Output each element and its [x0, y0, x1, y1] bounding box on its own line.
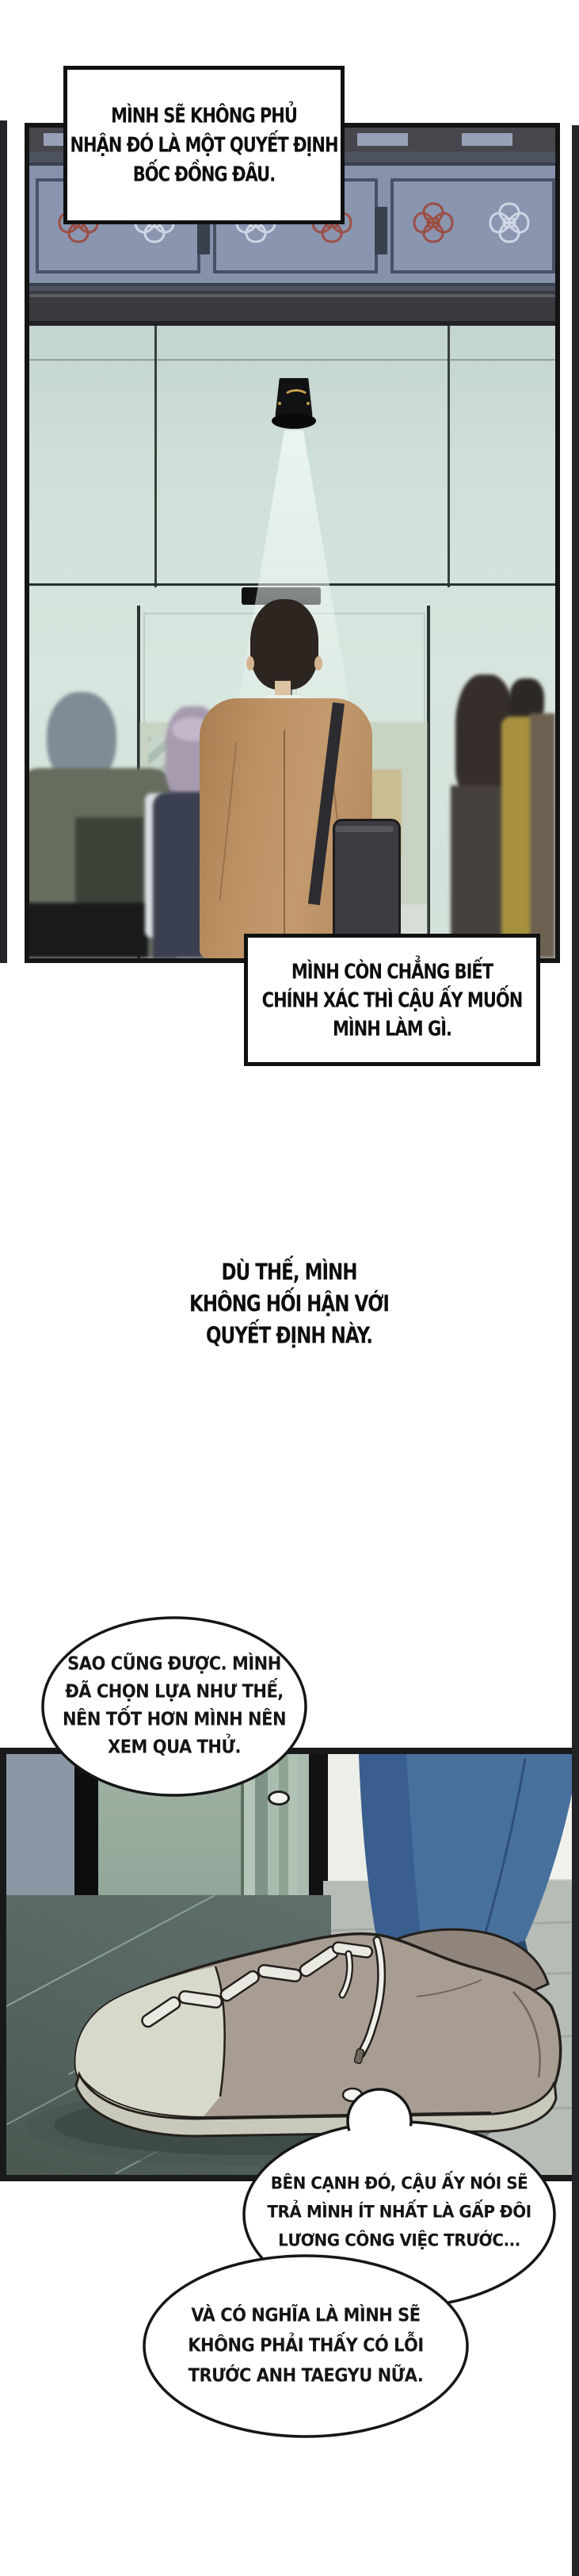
caption-line: CHÍNH XÁC THÌ CẬU ẤY MUỐN [261, 988, 523, 1012]
caption-line: NHẬN ĐÓ LÀ MỘT QUYẾT ĐỊNH [70, 132, 338, 157]
bubble-line: TRƯỚC ANH TAEGYU NỮA. [188, 2365, 424, 2386]
spotlight-lamp-icon [272, 378, 316, 430]
caption-box-1 [63, 66, 345, 224]
left-edge-panel-strip [0, 120, 7, 963]
bubble-line: LƯƠNG CÔNG VIỆC TRƯỚC... [278, 2230, 520, 2250]
narration-line: KHÔNG HỐI HẬN VỚI [189, 1292, 389, 1317]
bubble-line: XEM QUA THỬ. [108, 1737, 241, 1757]
narration-line: DÙ THẾ, MÌNH [221, 1260, 357, 1286]
pedestrian-mustard-coat [501, 678, 555, 958]
narration-line: QUYẾT ĐỊNH NÀY. [205, 1324, 373, 1349]
right-edge-panel-strip [572, 125, 579, 2576]
bubble-line: BÊN CẠNH ĐÓ, CẬU ẤY NÓI SẼ [270, 2173, 528, 2193]
panel-storefront [25, 123, 560, 963]
caption-line: BỐC ĐỒNG ĐÂU. [132, 162, 276, 186]
flower-motif-icon [411, 201, 455, 245]
man-in-camel-coat [196, 599, 402, 958]
flower-motif-icon [487, 201, 531, 245]
bubble-line: SAO CŨNG ĐƯỢC. MÌNH [67, 1653, 281, 1674]
caption-line: MÌNH LÀM GÌ. [332, 1016, 452, 1041]
speech-bubble-1 [36, 1614, 312, 1799]
caption-line: MÌNH CÒN CHẲNG BIẾT [291, 959, 493, 984]
facade-lower-beam [29, 291, 555, 326]
speech-bubble-3 [139, 2251, 472, 2441]
caption-line: MÌNH SẼ KHÔNG PHỦ [111, 103, 297, 128]
bubble-line: NÊN TỐT HƠN MÌNH NÊN [62, 1709, 287, 1729]
bubble-line: ĐÃ CHỌN LỰA NHƯ THẾ, [65, 1681, 284, 1702]
narration-text [131, 1257, 448, 1352]
caption-box-2 [244, 934, 540, 1066]
bubble-line: TRẢ MÌNH ÍT NHẤT LÀ GẤP ĐÔI [267, 2201, 531, 2222]
bubble-line: VÀ CÓ NGHĨA LÀ MÌNH SẼ [191, 2305, 421, 2326]
shoulder-bag [333, 819, 401, 950]
bubble-line: KHÔNG PHẢI THẤY CÓ LỖI [188, 2335, 424, 2356]
